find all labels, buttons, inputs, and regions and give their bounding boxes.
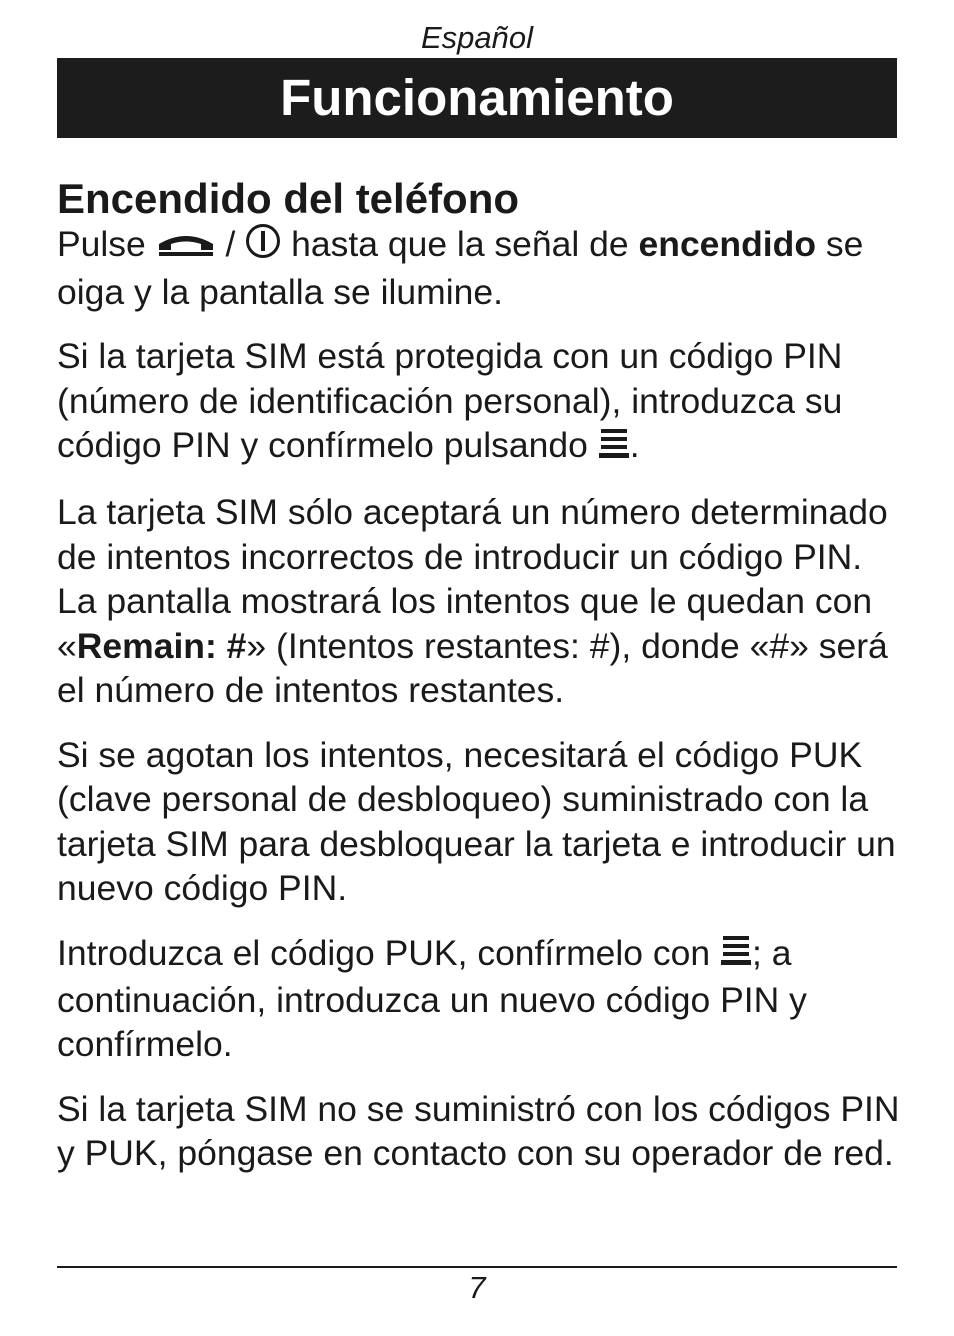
paragraph-enter-puk: Introduzca el código PUK, confírmelo con ; a continuación, introduzca un nuevo código PIN y confírmelo.: [57, 932, 807, 1065]
language-label: Español: [420, 20, 534, 55]
page-title: Funcionamiento: [57, 58, 897, 138]
paragraph-operator: Si la tarjeta SIM no se suministró con los códigos PIN y PUK, póngase en contacto con su operador de red.: [57, 1088, 900, 1174]
power-icon: [245, 223, 281, 270]
footer-divider: [57, 1266, 897, 1268]
paragraph-puk: Si se agotan los intentos, necesitará el código PUK (clave personal de desbloqueo) suministrado con la tarjeta SIM para desbloquear la tarjeta e introducir un nuevo código PIN.: [57, 734, 896, 909]
end-call-icon: [156, 224, 216, 269]
paragraph-attempts: La tarjeta SIM sólo aceptará un número determinado de intentos incorrectos de introducir un código PIN. La pantalla mostrará los intentos que le quedan con «Remain: #» (Intentos restantes: #), donde «#» será el número de intentos restantes.: [57, 492, 888, 711]
page-number: 7: [468, 1270, 486, 1305]
paragraph-pin: Si la tarjeta SIM está protegida con un código PIN (número de identificación personal), introduzca su código PIN y confírmelo pulsando .: [57, 334, 902, 470]
paragraph-power-on: Pulse / hasta que la señal de encendido se oiga y la pantalla se ilumine.: [57, 224, 864, 312]
main-content: [57, 174, 902, 1196]
section-heading: Encendido del teléfono: [57, 175, 520, 222]
menu-icon: [598, 426, 630, 471]
menu-icon: [720, 933, 752, 978]
